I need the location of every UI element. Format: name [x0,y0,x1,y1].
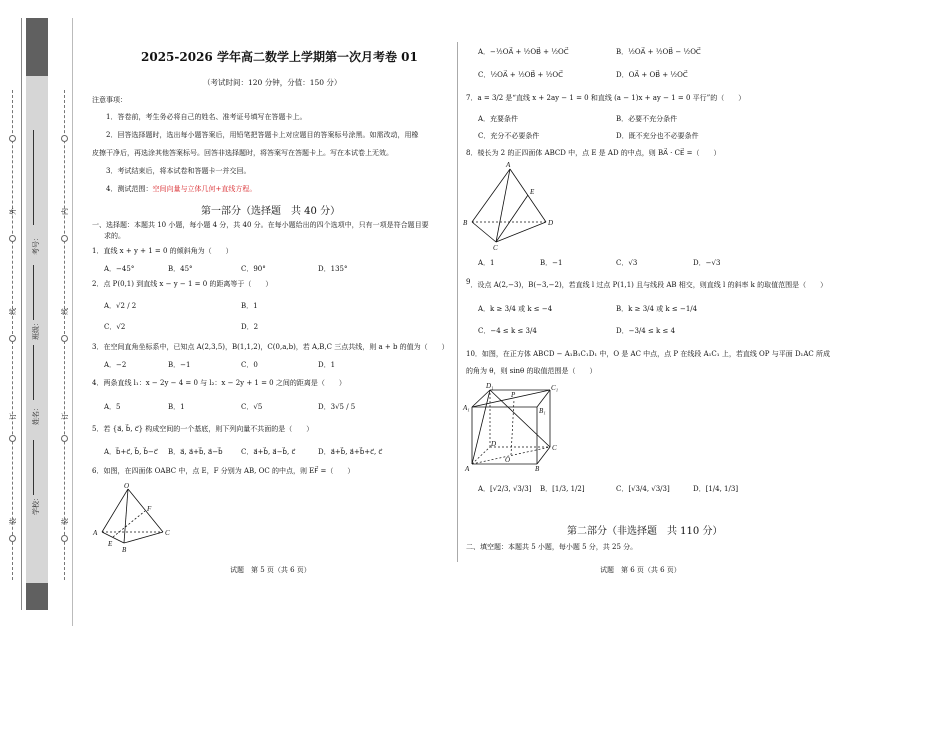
q5-option-c: C．a⃗+b⃗, a⃗−b⃗, c⃗ [241,448,296,456]
cut-circle [61,235,68,242]
fig10-label-a1: A₁ [463,404,470,412]
fig6-label-o: O [124,482,130,490]
school-field: 学校： [32,494,40,515]
q7-stem: 7．a = 3/2 是“直线 x + 2ay − 1 = 0 和直线 (a − 1)x + ay − 1 = 0 平行”的（ ） [466,94,746,102]
column-divider [457,42,458,562]
q8-tetrahedron-figure [462,160,562,252]
edge-AB [472,169,510,222]
q6-stem: 6．如图，在四面体 OABC 中，点 E，F 分别为 AB, OC 的中点，则 EF⃗ =（ ） [92,467,355,475]
class-line [33,265,34,320]
cut-circle [9,435,16,442]
fig10-label-d1: D₁ [486,382,494,390]
cut-char: 外 [9,208,17,215]
part1-intro: 一、选择题：本题共 10 小题，每小题 4 分，共 40 分。在每小题给出的四个选项中，只有一项是符合题目要 [92,221,429,229]
cut-circle [61,335,68,342]
fig6-label-b: B [122,546,127,554]
q9-stem [466,280,827,290]
cut-char: 线 [9,308,17,315]
fig6-label-e: E [108,540,113,548]
cut-char: 装 [9,518,17,525]
school-line [33,440,34,495]
q2-option-c: C．√2 [104,323,126,331]
q1-option-a: A．−45° [104,265,135,273]
edge-BC [124,532,163,543]
q6-option-c: C．½OA⃗ + ½OB⃗ + ½OC⃗ [478,71,564,79]
cut-circle [61,535,68,542]
fig10-label-c1: C₁ [551,384,559,392]
q9-number: 9 [466,278,471,286]
note-item-scope [106,184,256,194]
q6-option-a: A．−½OA⃗ + ½OB⃗ + ½OC⃗ [478,48,569,56]
cut-char: 订 [61,413,69,420]
fig10-label-b1: B₁ [539,407,546,415]
fig10-label-o: O [505,456,511,464]
q2-option-a: A．√2 / 2 [104,302,137,310]
q9-option-b: B．k ≥ 3/4 或 k ≤ −1/4 [616,305,698,313]
q3-stem: 3．在空间直角坐标系中，已知点 A(2,3,5)，B(1,1,2)，C(0,a,b)，若 A,B,C 三点共线，则 a + b 的值为（ ） [92,343,449,351]
diag-D1A [472,390,490,464]
q4-option-d: D．3√5 / 5 [318,403,356,411]
q10-option-a: A．[√2/3, √3/3] [478,485,532,493]
q10-stem: 的角为 θ，则 sinθ 的取值范围是（ ） [466,367,597,375]
edge-BC [472,222,496,242]
segment-EF-hidden [113,511,145,537]
cut-circle [61,435,68,442]
q9-option-a: A．k ≥ 3/4 或 k ≤ −4 [478,305,553,313]
fig10-label-b: B [535,465,540,472]
q6-option-d: D．OA⃗ + OB⃗ + ½OC⃗ [616,71,688,79]
q7-option-d: D．既不充分也不必要条件 [616,132,699,140]
name-field: 姓名： [32,404,40,425]
q4-option-a: A．5 [104,403,121,411]
q9-option-d: D．−3/4 ≤ k ≤ 4 [616,327,676,335]
q5-option-a: A．b⃗+c⃗, b⃗, b⃗−c⃗ [104,448,158,456]
footer-right: 试题 第 6 页（共 6 页） [600,566,681,574]
fig10-label-a: A [465,465,470,472]
exam-id-field: 考号： [32,234,40,255]
strip-top-block [26,18,48,76]
part2-intro: 二、填空题：本题共 5 小题，每小题 5 分，共 25 分。 [466,543,638,551]
note-item: 3．考试结束后，将本试卷和答题卡一并交回。 [106,167,251,175]
q8-option-c: C．√3 [616,259,638,267]
footer-left: 试题 第 5 页（共 6 页） [230,566,311,574]
fig8-label-a: A [506,161,511,169]
note-scope-value: 空间向量与立体几何+直线方程。 [152,185,257,193]
edge-OA [102,489,128,532]
q5-stem: 5．若 {a⃗, b⃗, c⃗} 构成空间的一个基底，则下列向量不共面的是（ ） [92,425,314,433]
q8-option-a: A．1 [478,259,495,267]
cut-char: 线 [61,308,69,315]
q10-option-b: B．[1/3, 1/2] [540,485,585,493]
cut-circle [61,135,68,142]
fig8-label-d: D [548,219,554,227]
q7-option-c: C．充分不必要条件 [478,132,540,140]
q7-option-b: B．必要不充分条件 [616,115,678,123]
fig8-label-b: B [463,219,468,227]
q6-tetrahedron-figure [90,480,190,560]
q5-option-b: B．a⃗, a⃗+b⃗, a⃗−b⃗ [168,448,223,456]
fig6-label-c: C [165,529,170,537]
q10-stem: 10．如图，在正方体 ABCD − A₁B₁C₁D₁ 中，O 是 AC 中点，点 P 在线段 A₁C₁ 上，若直线 OP 与平面 D₁AC 所成 [466,350,830,358]
exam-info: （考试时间：120 分钟，分值：150 分） [203,78,342,87]
q1-option-c: C．90° [241,265,266,273]
q1-option-d: D．135° [318,265,348,273]
fig10-label-d: D [491,440,497,448]
strip-bottom-block [26,583,48,610]
cut-char: 装 [61,518,69,525]
edge-CD [496,222,546,242]
edge-OC [128,489,163,532]
cut-circle [9,135,16,142]
q2-option-d: D．2 [241,323,259,331]
cut-char: 订 [9,413,17,420]
q6-option-b: B．½OA⃗ + ½OB⃗ − ½OC⃗ [616,48,701,56]
q3-option-b: B．−1 [168,361,191,369]
cut-circle [9,335,16,342]
q3-option-a: A．−2 [104,361,127,369]
q4-option-b: B．1 [168,403,185,411]
exam-id-line [33,130,34,225]
cut-circle [9,235,16,242]
q8-stem: 8．棱长为 2 的正四面体 ABCD 中，点 E 是 AD 的中点，则 BA⃗ · CE⃗ =（ ） [466,149,721,157]
cut-char: 内 [61,208,69,215]
segment-OP-hidden [511,400,514,455]
strip-line-right [72,18,73,626]
q4-stem: 4．两条直线 l₁：x − 2y − 4 = 0 与 l₂：x − 2y + 1 = 0 之间的距离是（ ） [92,379,346,387]
edge-AD-hidden [472,447,490,464]
edge-OB [124,489,128,543]
q2-stem: 2．点 P(0,1) 到直线 x − y − 1 = 0 的距离等于（ ） [92,280,273,288]
q8-option-b: B．−1 [540,259,563,267]
part1-heading: 第一部分（选择题 共 40 分） [201,206,341,217]
q9-option-c: C．−4 ≤ k ≤ 3/4 [478,327,537,335]
q3-option-d: D．1 [318,361,336,369]
edge-D1A1 [472,390,490,407]
q1-stem: 1．直线 x + y + 1 = 0 的倾斜角为（ ） [92,247,233,255]
name-line [33,345,34,400]
q7-option-a: A．充要条件 [478,115,519,123]
q9-stem-text: ．设点 A(2,−3)，B(−3,−2)，若直线 l 过点 P(1,1) 且与线段 AB 相交，则直线 l 的斜率 k 的取值范围是（ ） [470,281,828,289]
notes-heading: 注意事项： [92,96,127,104]
fig8-label-e: E [530,188,535,196]
fig10-label-c: C [552,444,557,452]
q2-option-b: B．1 [241,302,258,310]
q3-option-c: C．0 [241,361,258,369]
q10-cube-figure [462,380,572,472]
strip-line-left [21,18,22,610]
q10-option-d: D．[1/4, 1/3] [693,485,739,493]
strip-bar [26,18,48,610]
fig8-label-c: C [493,244,498,252]
edge-AB [102,532,124,543]
fig10-label-p: P [511,391,516,399]
part2-heading: 第二部分（非选择题 共 110 分） [567,526,723,537]
exam-title: 2025-2026 学年高二数学上学期第一次月考卷 01 [141,50,418,64]
note-item: 皮擦干净后，再选涂其他答案标号。回答非选择题时，将答案写在答题卡上。写在本试卷上无效。 [92,149,393,157]
q10-option-c: C．[√3/4, √3/3] [616,485,670,493]
part1-intro: 求的。 [104,232,125,240]
fig6-label-f: F [147,505,152,513]
q5-option-d: D．a⃗+b⃗, a⃗+b⃗+c⃗, c⃗ [318,448,383,456]
q8-option-d: D．−√3 [693,259,721,267]
q4-option-c: C．√5 [241,403,263,411]
class-field: 班级： [32,319,40,340]
note-scope-label: 4．测试范围： [106,185,153,193]
note-item: 1．答卷前，考生务必将自己的姓名、准考证号填写在答题卡上。 [106,113,307,121]
q1-option-b: B．45° [168,265,193,273]
cut-circle [9,535,16,542]
note-item: 2．回答选择题时，选出每小题答案后，用铅笔把答题卡上对应题目的答案标号涂黑。如需改动，用橡 [106,131,419,139]
diag-D1C [490,390,550,447]
fig6-label-a: A [93,529,98,537]
